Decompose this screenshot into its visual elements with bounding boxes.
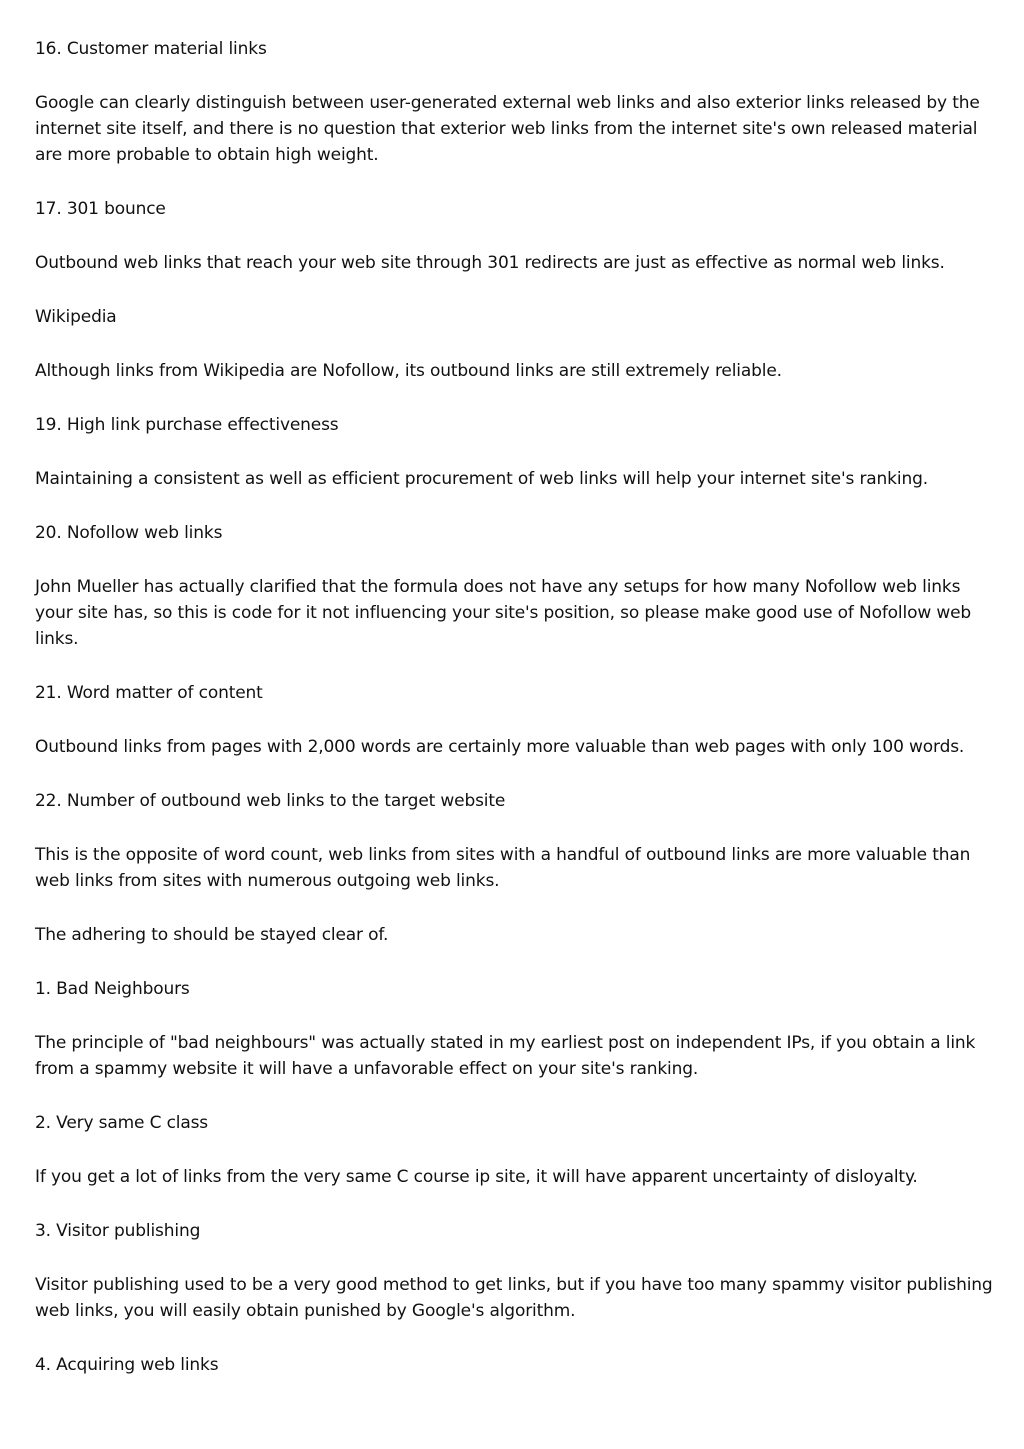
section-heading-19: 19. High link purchase effectiveness bbox=[35, 415, 339, 435]
section-body-17: Outbound web links that reach your web site through 301 redirects are just as effective as normal web links. bbox=[35, 253, 945, 273]
section-body-22: This is the opposite of word count, web links from sites with a handful of outbound links are more valuable than web links from sites with numerous outgoing web links. bbox=[35, 845, 971, 891]
section-body-21: Outbound links from pages with 2,000 words are certainly more valuable than web pages with only 100 words. bbox=[35, 737, 965, 757]
section-body-19: Maintaining a consistent as well as efficient procurement of web links will help your internet site's ranking. bbox=[35, 469, 928, 489]
avoid-heading-4: 4. Acquiring web links bbox=[35, 1355, 219, 1375]
section-body-16: Google can clearly distinguish between user-generated external web links and also exterior links released by the internet site itself, and there is no question that exterior web links from the internet site's own released material are more probable to obtain high weight. bbox=[35, 93, 980, 165]
avoid-heading-1: 1. Bad Neighbours bbox=[35, 979, 190, 999]
section-heading-16: 16. Customer material links bbox=[35, 39, 267, 59]
section-heading-wikipedia: Wikipedia bbox=[35, 307, 117, 327]
avoid-body-1: The principle of "bad neighbours" was actually stated in my earliest post on independent IPs, if you obtain a link from a spammy website it will have a unfavorable effect on your site's ranking. bbox=[35, 1033, 976, 1079]
avoid-heading-3: 3. Visitor publishing bbox=[35, 1221, 201, 1241]
section-heading-20: 20. Nofollow web links bbox=[35, 523, 223, 543]
avoid-intro: The adhering to should be stayed clear of. bbox=[35, 925, 389, 945]
avoid-body-2: If you get a lot of links from the very same C course ip site, it will have apparent uncertainty of disloyalty. bbox=[35, 1167, 918, 1187]
section-body-20: John Mueller has actually clarified that the formula does not have any setups for how many Nofollow web links your site has, so this is code for it not influencing your site's position, so please make good use of Nofollow web links. bbox=[35, 577, 972, 649]
avoid-body-3: Visitor publishing used to be a very good method to get links, but if you have too many spammy visitor publishing web links, you will easily obtain punished by Google's algorithm. bbox=[35, 1275, 993, 1321]
section-heading-21: 21. Word matter of content bbox=[35, 683, 263, 703]
avoid-heading-2: 2. Very same C class bbox=[35, 1113, 209, 1133]
section-heading-17: 17. 301 bounce bbox=[35, 199, 166, 219]
section-body-wikipedia: Although links from Wikipedia are Nofollow, its outbound links are still extremely reliable. bbox=[35, 361, 782, 381]
section-heading-22: 22. Number of outbound web links to the target website bbox=[35, 791, 506, 811]
